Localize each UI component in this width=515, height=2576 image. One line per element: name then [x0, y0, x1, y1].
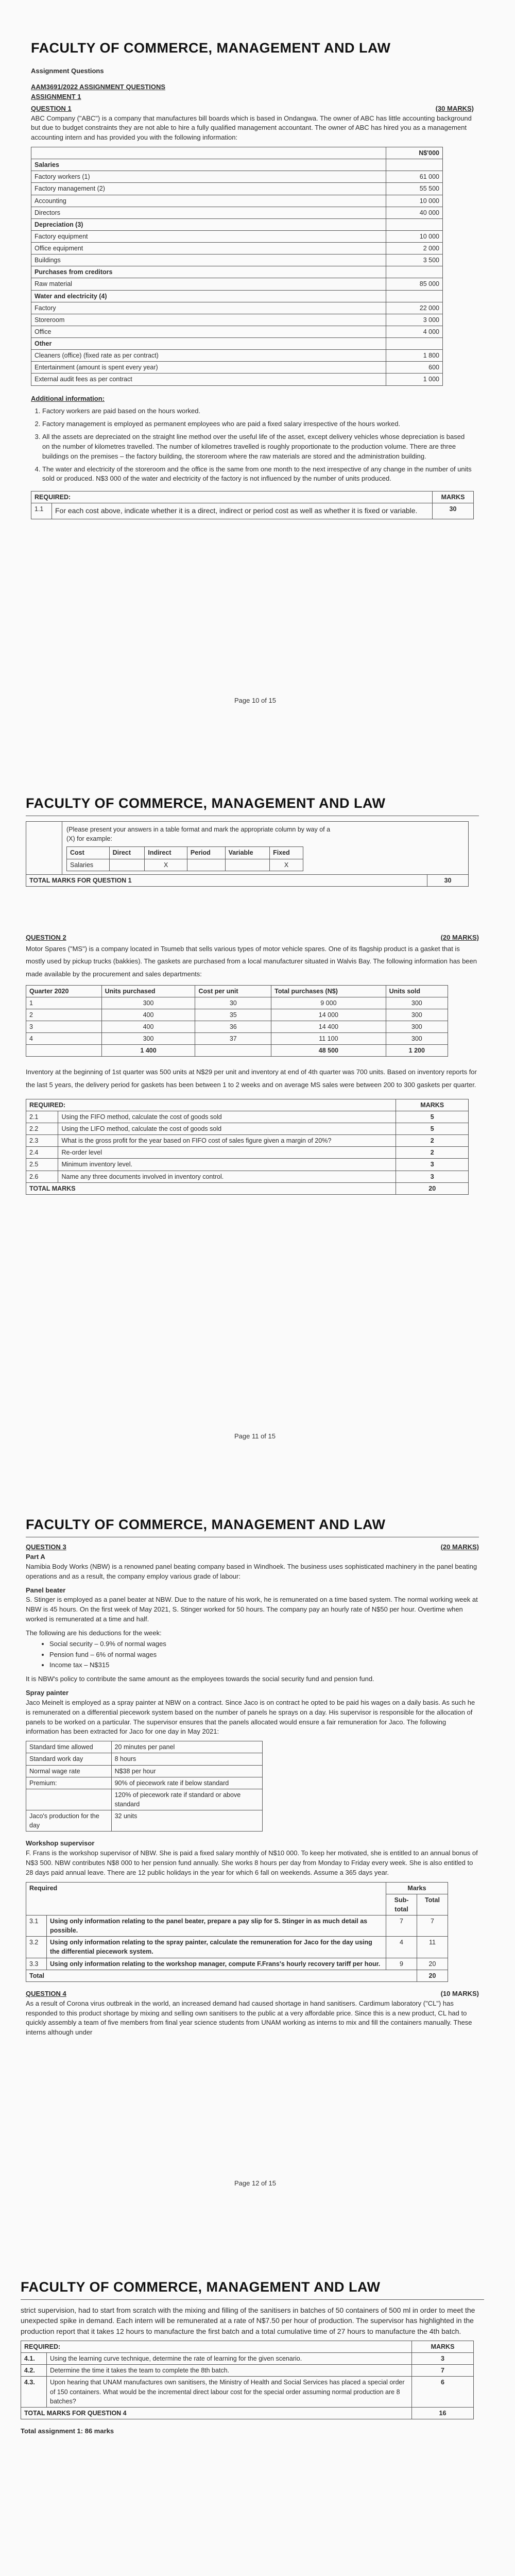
- example-cell: X: [270, 859, 303, 871]
- cost-row-value: 61 000: [386, 171, 443, 183]
- question-1-intro: ABC Company ("ABC") is a company that manufactures bill boards which is based in Ondangwa. The owner of ABC has little accounting background but due to budget constraints they are not able to hire a fully qualified management accountant. The owner of ABC has hired you as a management accounting intern and has provided you with the following information:: [31, 114, 472, 142]
- currency-header: N$'000: [386, 147, 443, 159]
- required-marks: 3: [412, 2353, 474, 2365]
- document-page-4: [0, 2200, 515, 2576]
- question-2-label: QUESTION 2: [26, 933, 66, 941]
- purchases-cell: 11 100: [271, 1033, 386, 1045]
- policy-text: It is NBW's policy to contribute the same amount as the employees towards the social security fund and pension fund.: [26, 1675, 374, 1683]
- required-text: Name any three documents involved in inventory control.: [58, 1171, 396, 1182]
- supervisor-title: Workshop supervisor: [26, 1839, 95, 1848]
- cost-row-label: Cleaners (office) (fixed rate as per contract): [31, 350, 386, 362]
- required-marks: 2: [396, 1135, 469, 1147]
- cost-row-value: 2 000: [386, 243, 443, 255]
- required-number: 2.2: [26, 1123, 58, 1135]
- purchases-cell: 300: [101, 1033, 195, 1045]
- page-4-content: [21, 2277, 484, 2436]
- purchases-cell: 1: [26, 997, 102, 1009]
- question-4-label: QUESTION 4: [26, 1989, 66, 1997]
- panel-beater-text: S. Stinger is employed as a panel beater at NBW. Due to the nature of his work, he is remunerated on a time based system. The normal working week at NBW is 45 hours. On the first week of May 2021, S. Stinger worked for 50 hours. The company pay an hourly rate of N$50 per hour. Overtime when worked is remunerated at a time and half.: [26, 1596, 478, 1623]
- purchases-cell: 3: [26, 1021, 102, 1033]
- example-cell: X: [145, 859, 187, 871]
- cost-row-label: Factory equipment: [31, 230, 386, 242]
- required-text: Using only information relating to the workshop manager, compute F.Frans's hourly recovery tariff per hour.: [47, 1958, 386, 1970]
- page-2-content: [26, 793, 479, 1195]
- purchases-total-cell: [195, 1045, 271, 1057]
- cost-row-value: 40 000: [386, 207, 443, 218]
- purchases-cell: 30: [195, 997, 271, 1009]
- total-assignment-marks: Total assignment 1: 86 marks: [21, 2427, 114, 2435]
- required-sub: 9: [386, 1958, 417, 1970]
- assignment-questions-title: Assignment Questions: [31, 67, 104, 75]
- faculty-heading: FACULTY OF COMMERCE, MANAGEMENT AND LAW: [26, 1517, 386, 1532]
- purchases-header: Units purchased: [101, 985, 195, 997]
- example-header: Cost: [67, 847, 110, 859]
- question-1-marks: (30 MARKS): [435, 104, 474, 112]
- required-marks: 2: [396, 1147, 469, 1159]
- assignment-code: AAM3691/2022 ASSIGNMENT QUESTIONS: [31, 82, 166, 91]
- marks-header: MARKS: [433, 492, 474, 503]
- required-text: Using the learning curve technique, determine the rate of learning for the given scenario.: [47, 2353, 412, 2365]
- required-text: Determine the time it takes the team to complete the 8th batch.: [47, 2365, 412, 2377]
- cost-section-title: Purchases from creditors: [31, 266, 386, 278]
- purchases-header: Units sold: [386, 985, 448, 997]
- marks-header: MARKS: [412, 2341, 474, 2353]
- purchases-header: Total purchases (N$): [271, 985, 386, 997]
- required-total: 20: [417, 1958, 448, 1970]
- spray-row-value: 120% of piecework rate if standard or above standard: [111, 1789, 262, 1810]
- question-4-text: As a result of Corona virus outbreak in the world, an increased demand had caused shortage in hand sanitisers. Cardimum laboratory ("CL") has responded to this product shortage by mixing and selling own sanitisers to the public at a very affordable price. Since this is a new product, CL had to quickly assembly a team of five members from final year science students from UNAM working as interns to mix and fill the containers manually. These interns although under: [26, 1999, 472, 2037]
- required-total: 11: [417, 1937, 448, 1958]
- cost-row-label: Office: [31, 326, 386, 337]
- purchases-cell: 400: [101, 1021, 195, 1033]
- purchases-cell: 2: [26, 1009, 102, 1021]
- assignment-number: ASSIGNMENT 1: [31, 92, 81, 100]
- additional-info-item: 1. Factory workers are paid based on the hours worked.: [42, 406, 474, 416]
- deductions-list: [26, 1639, 479, 1671]
- panel-beater-title: Panel beater: [26, 1586, 66, 1594]
- supervisor-text: F. Frans is the workshop supervisor of NBW. She is paid a fixed salary monthly of N$10 000. To keep her motivated, she is entitled to an annual bonus of N$3 500. NBW contributes N$8 000 to her pension fund annually. She works 8 hours per day from Monday to Friday every week. She is also entitled to 28 days paid annual leave. There are 12 public holidays in the year for which 6 fall on weekends. Assume a 365 days year.: [26, 1849, 478, 1876]
- question-1-label: QUESTION 1: [31, 104, 72, 112]
- purchases-cell: 14 400: [271, 1021, 386, 1033]
- answer-format-table: [26, 821, 469, 887]
- spray-row-value: 90% of piecework rate if below standard: [111, 1777, 262, 1789]
- question-3-marks: (20 MARKS): [440, 1543, 479, 1551]
- additional-info-item: 4. The water and electricity of the storeroom and the office is the same from one month to the next irrespective of any change in the number of units sold or produced. N$3 000 of the water and electricity of the factory is not influenced by the number of units produced.: [42, 465, 474, 484]
- example-header: Variable: [225, 847, 270, 859]
- page-number: Page 11 of 15: [234, 1432, 276, 1440]
- required-marks: 3: [396, 1171, 469, 1182]
- required-label: REQUIRED:: [31, 492, 433, 503]
- required-total: 7: [417, 1916, 448, 1937]
- required-text: Using only information relating to the panel beater, prepare a pay slip for S. Stinger in as much detail as possible.: [47, 1916, 386, 1937]
- required-number: 2.3: [26, 1135, 58, 1147]
- required-number: 2.5: [26, 1159, 58, 1171]
- cost-row-value: 600: [386, 362, 443, 374]
- deduction-item: • Pension fund – 6% of normal wages: [49, 1650, 479, 1660]
- spray-row-label: Normal wage rate: [26, 1765, 112, 1777]
- required-text: Using the FIFO method, calculate the cost of goods sold: [58, 1111, 396, 1123]
- cost-row-label: Factory workers (1): [31, 171, 386, 183]
- cost-row-label: Factory: [31, 302, 386, 314]
- spray-painter-table: [26, 1741, 263, 1832]
- faculty-heading: FACULTY OF COMMERCE, MANAGEMENT AND LAW: [21, 2279, 381, 2295]
- required-number: 2.1: [26, 1111, 58, 1123]
- purchases-cell: 35: [195, 1009, 271, 1021]
- total-header: Total: [417, 1894, 448, 1915]
- page-number: Page 10 of 15: [234, 697, 276, 704]
- deduction-item: • Income tax – N$315: [49, 1660, 479, 1670]
- required-marks: 6: [412, 2377, 474, 2407]
- required-text: What is the gross profit for the year based on FIFO cost of sales figure given a margin of 20%?: [58, 1135, 396, 1147]
- cost-section-title: Depreciation (3): [31, 218, 386, 230]
- cost-row-value: 3 000: [386, 314, 443, 326]
- question-1-required-table: [31, 491, 474, 519]
- question-4-required-table: [21, 2341, 474, 2419]
- required-number: 2.4: [26, 1147, 58, 1159]
- question-2-required-table: [26, 1099, 469, 1195]
- example-cell: Salaries: [67, 859, 110, 871]
- required-number: 2.6: [26, 1171, 58, 1182]
- required-number: 3.2: [26, 1937, 47, 1958]
- spray-row-label: Standard time allowed: [26, 1741, 112, 1753]
- example-cell: [187, 859, 225, 871]
- cost-row-value: 22 000: [386, 302, 443, 314]
- required-marks: 5: [396, 1111, 469, 1123]
- question-1-total-label: TOTAL MARKS FOR QUESTION 1: [26, 874, 427, 886]
- purchases-cell: 300: [386, 1021, 448, 1033]
- additional-info-item: 3. All the assets are depreciated on the straight line method over the useful life of the asset, except delivery vehicles whose depreciation is based on the number of kilometres travelled. The number of kilometres travelled is roughly proportionate to the production volume. There are three buildings on the premises – the factory building, the storeroom where the raw materials are stored and the administration building.: [42, 432, 474, 462]
- cost-row-value: 55 500: [386, 183, 443, 195]
- deductions-title: The following are his deductions for the week:: [26, 1629, 162, 1637]
- cost-row-value: 85 000: [386, 278, 443, 290]
- page-number: Page 12 of 15: [234, 2179, 276, 2187]
- question-4-total: 16: [412, 2407, 474, 2419]
- required-text: Re-order level: [58, 1147, 396, 1159]
- purchases-total-cell: [26, 1045, 102, 1057]
- purchases-total-cell: 1 400: [101, 1045, 195, 1057]
- cost-row-value: 3 500: [386, 255, 443, 266]
- spray-row-value: N$38 per hour: [111, 1765, 262, 1777]
- cost-row-label: Accounting: [31, 195, 386, 207]
- document-page-2: [0, 716, 515, 1458]
- document-page-1: [0, 0, 515, 716]
- example-header: Indirect: [145, 847, 187, 859]
- question-1-header: [31, 104, 474, 114]
- marks-header: MARKS: [396, 1099, 469, 1111]
- faculty-heading: FACULTY OF COMMERCE, MANAGEMENT AND LAW: [31, 40, 391, 56]
- cost-section-title: Other: [31, 338, 386, 350]
- question-2-intro: Motor Spares ("MS") is a company located in Tsumeb that sells various types of motor vehicle spares. One of its flagship product is a gasket that is mostly used by pickup trucks (bakkies). The gaskets are purchased from a local manufacturer situated in Walvis Bay. The following information has been made available by the procurement and sales departments:: [26, 944, 477, 978]
- question-4-continued: strict supervision, had to start from scratch with the mixing and filling of the sanitisers in batches of 50 containers of 500 ml in order to meet the unexpected spike in demand. Each intern will be remunerated at a rate of N$7.50 per hour of production. The supervisor has highlighted in the production report that it takes 12 hours to manufacture the first batch and a total cumulative time of 27 hours to manufacture the 4th batch.: [21, 2306, 475, 2335]
- cost-table: [31, 147, 443, 386]
- spray-row-label: Standard work day: [26, 1753, 112, 1765]
- required-number: 3.3: [26, 1958, 47, 1970]
- additional-info-item: 2. Factory management is employed as permanent employees who are paid a fixed salary irrespective of the hours worked.: [42, 419, 474, 429]
- purchases-cell: 300: [386, 1009, 448, 1021]
- purchases-header: Quarter 2020: [26, 985, 102, 997]
- additional-info-title: Additional information:: [31, 394, 105, 402]
- cost-row-label: External audit fees as per contract: [31, 374, 386, 385]
- required-label: REQUIRED:: [26, 1099, 396, 1111]
- cost-section-title: Water and electricity (4): [31, 290, 386, 302]
- required-marks: 7: [412, 2365, 474, 2377]
- required-number: 1.1: [31, 503, 52, 519]
- document-page-3: [0, 1458, 515, 2200]
- answer-format-note: (Please present your answers in a table format and mark the appropriate column by way of a (X) for example:: [66, 826, 331, 843]
- required-sub: 7: [386, 1916, 417, 1937]
- required-label: Required: [26, 1882, 386, 1915]
- total-value: 20: [417, 1970, 448, 1981]
- question-4-marks: (10 MARKS): [440, 1989, 479, 1997]
- example-cell: [109, 859, 145, 871]
- question-3-label: QUESTION 3: [26, 1543, 66, 1551]
- answer-format-example: [66, 846, 303, 871]
- part-a-label: Part A: [26, 1552, 45, 1561]
- cost-row-label: Storeroom: [31, 314, 386, 326]
- question-4-total-label: TOTAL MARKS FOR QUESTION 4: [21, 2407, 412, 2419]
- purchases-total-cell: 48 500: [271, 1045, 386, 1057]
- question-2-header: [26, 933, 479, 943]
- purchases-cell: 36: [195, 1021, 271, 1033]
- example-header: Period: [187, 847, 225, 859]
- cost-row-value: 4 000: [386, 326, 443, 337]
- purchases-header: Cost per unit: [195, 985, 271, 997]
- required-number: 4.1.: [21, 2353, 47, 2365]
- example-header: Fixed: [270, 847, 303, 859]
- spray-row-label: Jaco's production for the day: [26, 1810, 112, 1832]
- cost-row-label: Buildings: [31, 255, 386, 266]
- question-4-header: [26, 1989, 479, 1999]
- required-text: Minimum inventory level.: [58, 1159, 396, 1171]
- example-cell: [225, 859, 270, 871]
- inventory-text: Inventory at the beginning of 1st quarter was 500 units at N$29 per unit and inventory at end of 4th quarter was 700 units. Based on inventory reports for the last 5 years, the delivery period for gaskets has been between 1 to 2 weeks and on average MS sales were between 200 to 300 gaskets per quarter.: [26, 1068, 477, 1089]
- purchases-total-cell: 1 200: [386, 1045, 448, 1057]
- spray-row-value: 8 hours: [111, 1753, 262, 1765]
- cost-row-label: Office equipment: [31, 243, 386, 255]
- additional-info-list: [31, 406, 474, 484]
- purchases-table: [26, 985, 448, 1057]
- required-number: 3.1: [26, 1916, 47, 1937]
- faculty-heading: FACULTY OF COMMERCE, MANAGEMENT AND LAW: [26, 795, 386, 811]
- question-3-intro: Namibia Body Works (NBW) is a renowned panel beating company based in Windhoek. The business uses sophisticated machinery in the panel beating operations and as a result, the company employ various grade of labour:: [26, 1562, 477, 1580]
- spray-row-label: [26, 1789, 112, 1810]
- page-3-content: [26, 1515, 479, 2042]
- purchases-cell: 37: [195, 1033, 271, 1045]
- purchases-cell: 300: [101, 997, 195, 1009]
- total-marks-label: TOTAL MARKS: [26, 1182, 396, 1194]
- total-marks: 20: [396, 1182, 469, 1194]
- required-text: Upon hearing that UNAM manufactures own sanitisers, the Ministry of Health and Social Services has placed a special order of 150 containers. What would be the incremental direct labour cost for the special order assuming normal production are 8 batches?: [47, 2377, 412, 2407]
- purchases-cell: 300: [386, 1033, 448, 1045]
- cost-row-value: 10 000: [386, 195, 443, 207]
- heading-rule: [21, 2299, 484, 2300]
- example-header: Direct: [109, 847, 145, 859]
- question-3-required-table: [26, 1882, 448, 1982]
- question-2-marks: (20 MARKS): [440, 933, 479, 941]
- deduction-item: • Social security – 0.9% of normal wages: [49, 1639, 479, 1649]
- purchases-cell: 14 000: [271, 1009, 386, 1021]
- required-text: For each cost above, indicate whether it is a direct, indirect or period cost as well as whether it is fixed or variable.: [52, 503, 433, 519]
- spray-row-label: Premium:: [26, 1777, 112, 1789]
- required-marks: 30: [433, 503, 474, 519]
- required-marks: 5: [396, 1123, 469, 1135]
- cost-row-label: Entertainment (amount is spent every year): [31, 362, 386, 374]
- purchases-cell: 9 000: [271, 997, 386, 1009]
- required-text: Using the LIFO method, calculate the cost of goods sold: [58, 1123, 396, 1135]
- required-marks: 3: [396, 1159, 469, 1171]
- purchases-cell: 400: [101, 1009, 195, 1021]
- purchases-cell: 300: [386, 997, 448, 1009]
- total-label: Total: [26, 1970, 417, 1981]
- required-number: 4.3.: [21, 2377, 47, 2407]
- cost-row-value: 1 800: [386, 350, 443, 362]
- spray-row-value: 20 minutes per panel: [111, 1741, 262, 1753]
- sub-total-header: Sub-total: [386, 1894, 417, 1915]
- question-3-header: [26, 1543, 479, 1552]
- spray-painter-text: Jaco Meinelt is employed as a spray painter at NBW on a contract. Since Jaco is on contract he opted to be paid his wages on a daily basis. As such he is remunerated on a differential piecework system based on the number of panels he sprays on a day. His supervisor is responsible for the allocation of panels to be worked on a particular. The supervisor ensures that the panels allocated would ensure a fair remuneration for Jaco. The following information has been extracted for Jaco for one day in May 2021:: [26, 1698, 475, 1736]
- cost-row-label: Raw material: [31, 278, 386, 290]
- cost-row-label: Factory management (2): [31, 183, 386, 195]
- cost-row-value: 1 000: [386, 374, 443, 385]
- purchases-cell: 4: [26, 1033, 102, 1045]
- spray-painter-title: Spray painter: [26, 1689, 69, 1697]
- required-label: REQUIRED:: [21, 2341, 412, 2353]
- question-1-total: 30: [427, 874, 469, 886]
- required-sub: 4: [386, 1937, 417, 1958]
- page-1-content: [31, 38, 474, 519]
- spray-row-value: 32 units: [111, 1810, 262, 1832]
- cost-row-label: Directors: [31, 207, 386, 218]
- cost-row-value: 10 000: [386, 230, 443, 242]
- required-number: 4.2.: [21, 2365, 47, 2377]
- required-text: Using only information relating to the spray painter, calculate the remuneration for Jaco for the day using the differential piecework system.: [47, 1937, 386, 1958]
- marks-header: Marks: [386, 1882, 448, 1894]
- cost-section-title: Salaries: [31, 159, 386, 171]
